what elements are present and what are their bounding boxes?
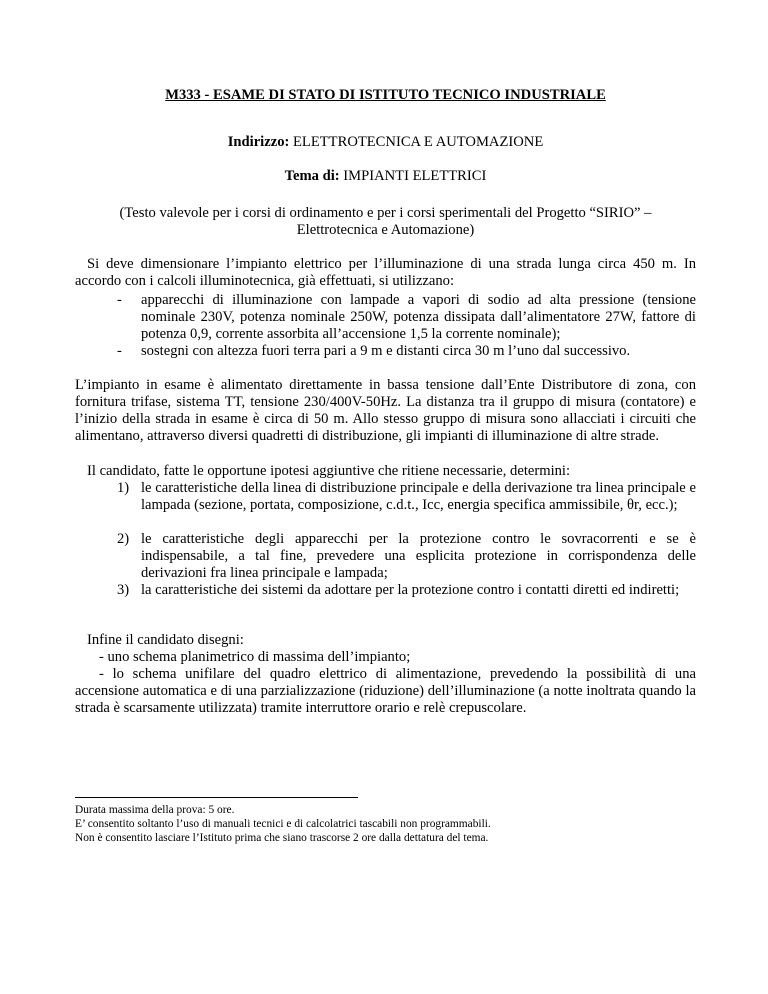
footnote-line: Non è consentito lasciare l’Istituto prima che siano trascorse 2 ore dalla dettatura del tema. [75, 832, 489, 844]
bullet-dash: - [117, 343, 122, 359]
footnote-line: Durata massima della prova: 5 ore. [75, 804, 235, 816]
bullet-dash: - [117, 292, 122, 308]
intro-paragraph: Si deve dimensionare l’impianto elettrico per l’illuminazione di una strada lunga circa 450 m. In accordo con i calcoli illuminotecnica, già effettuati, si utilizzano: [75, 256, 696, 289]
indirizzo-value: ELETTROTECNICA E AUTOMAZIONE [289, 134, 544, 150]
tema-value: IMPIANTI ELETTRICI [339, 168, 487, 184]
tema-label: Tema di: [284, 168, 340, 184]
determine-intro: Il candidato, fatte le opportune ipotesi aggiuntive che ritiene necessarie, determini: [87, 463, 571, 479]
item-text: la caratteristiche dei sistemi da adottare per la protezione contro i contatti diretti ed indiretti; [141, 582, 680, 598]
note-line-2: Elettrotecnica e Automazione) [296, 222, 475, 238]
draw-item-2: - lo schema unifilare del quadro elettrico di alimentazione, prevedendo la possibilità di una accensione automatica e di una parzializzazione (riduzione) dell’illuminazione (a notte inoltrata quando la strada è scarsamente utilizzata) tramite interruttore orario e relè crepuscolare. [75, 666, 696, 716]
item-number: 2) [117, 531, 130, 547]
bullet-text: sostegni con altezza fuori terra pari a 9 m e distanti circa 30 m l’uno dal successivo. [141, 343, 631, 359]
note-line-1: (Testo valevole per i corsi di ordinamento e per i corsi sperimentali del Progetto “SIRIO” – [119, 205, 652, 221]
indirizzo-label: Indirizzo: [227, 134, 290, 150]
exam-title: M333 - ESAME DI STATO DI ISTITUTO TECNICO INDUSTRIALE [165, 87, 606, 103]
item-number: 3) [117, 582, 130, 598]
item-number: 1) [117, 480, 130, 496]
indirizzo-line [75, 134, 696, 151]
tema-line [75, 168, 696, 185]
draw-intro: Infine il candidato disegni: [87, 632, 244, 648]
footnote-line: E’ consentito soltanto l’uso di manuali tecnici e di calcolatrici tascabili non programmabili. [75, 818, 491, 830]
bullet-text: apparecchi di illuminazione con lampade a vapori di sodio ad alta pressione (tensione nominale 230V, potenza nominale 250W, potenza dissipata dall’alimentatore 27W, fattore di potenza 0,9, corrente assorbita all’accensione 1,5 la corrente nominale); [141, 292, 696, 342]
item-text: le caratteristiche della linea di distribuzione principale e della derivazione tra linea principale e lampada (sezione, portata, composizione, c.d.t., Icc, energia specifica ammissibile, θr, ecc.); [141, 480, 696, 513]
draw-item-1: - uno schema planimetrico di massima dell’impianto; [99, 649, 411, 665]
footnote-divider [75, 797, 358, 798]
item-text: le caratteristiche degli apparecchi per la protezione contro le sovracorrenti e se è indispensabile, a tal fine, prevedere una esplicita protezione in corrispondenza delle derivazioni fra linea principale e lampada; [141, 531, 696, 581]
supply-paragraph: L’impianto in esame è alimentato direttamente in bassa tensione dall’Ente Distributore di zona, con fornitura trifase, sistema TT, tensione 230/400V-50Hz. La distanza tra il gruppo di misura (contatore) e l’inizio della strada in esame è circa di 50 m. Allo stesso gruppo di misura sono allacciati i circuiti che alimentano, attraverso diversi quadretti di distribuzione, gli impianti di illuminazione di altre strade. [75, 377, 696, 444]
